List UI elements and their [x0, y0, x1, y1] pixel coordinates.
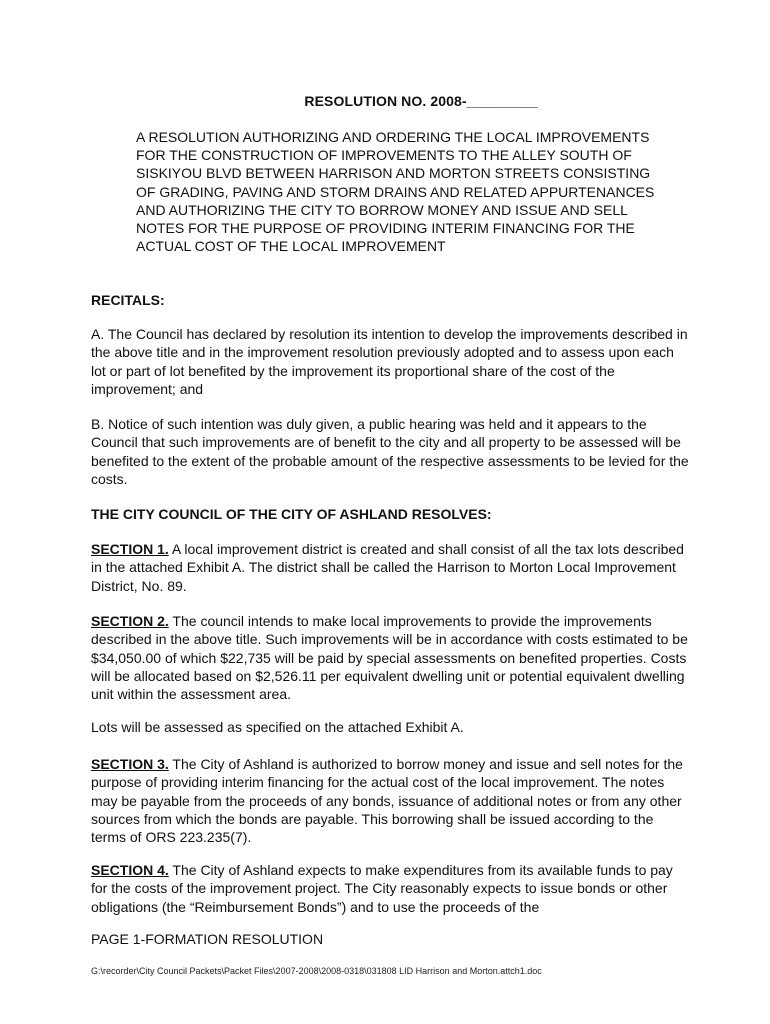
section-2-text: The council intends to make local improvements to provide the improvements described in the above title. Such improvements will be in accordance with costs estimated to be $34,050.00 of which $22,735 will be paid by special assessments on benefited properties. Costs will be allocated based on $2,526.11 per equivalent dwelling unit or potential equivalent dwelling unit within the assessment area. — [91, 613, 688, 703]
section-1-label: SECTION 1. — [91, 541, 169, 557]
recital-a: A. The Council has declared by resolution its intention to develop the improvements described in the above title and in the improvement resolution previously adopted and to assess upon each lot or part of lot benefited by the improvement its proportional share of the cost of the improvement; and — [91, 326, 688, 397]
section-1-text: A local improvement district is created and shall consist of all the tax lots described in the attached Exhibit A. The district shall be called the Harrison to Morton Local Improvement District, No. 89. — [91, 541, 684, 594]
section-3-text: The City of Ashland is authorized to borrow money and issue and sell notes for the purpose of providing interim financing for the actual cost of the local improvement. The notes may be payable from the proceeds of any bonds, issuance of additional notes or from any other sources from which the bonds are payable. This borrowing shall be issued according to the terms of ORS 223.235(7). — [91, 756, 683, 846]
file-path-footer: G:\recorder\City Council Packets\Packet Files\2007-2008\2008-0318\031808 LID Harrison and Morton.attch1.doc — [91, 966, 542, 976]
section-2-label: SECTION 2. — [91, 613, 169, 629]
resolves-heading: THE CITY COUNCIL OF THE CITY OF ASHLAND RESOLVES: — [91, 506, 492, 522]
section-4 — [91, 861, 691, 916]
section-3-label: SECTION 3. — [91, 756, 169, 772]
section-2 — [91, 612, 691, 703]
section-4-text: The City of Ashland expects to make expenditures from its available funds to pay for the costs of the improvement project. The City reasonably expects to issue bonds or other obligations (the “Reimbursement Bonds”) and to use the proceeds of the — [91, 862, 673, 915]
lots-note: Lots will be assessed as specified on the attached Exhibit A. — [91, 719, 464, 735]
section-3 — [91, 755, 691, 846]
recital-b: B. Notice of such intention was duly given, a public hearing was held and it appears to the Council that such improvements are of benefit to the city and all property to be assessed will be benefited to the extent of the probable amount of the respective assessments to be levied for the costs. — [91, 416, 689, 487]
page-footer: PAGE 1-FORMATION RESOLUTION — [91, 931, 324, 947]
recitals-heading: RECITALS: — [91, 292, 165, 308]
section-4-label: SECTION 4. — [91, 862, 169, 878]
section-1 — [91, 540, 691, 595]
resolution-subtitle: A RESOLUTION AUTHORIZING AND ORDERING THE LOCAL IMPROVEMENTS FOR THE CONSTRUCTION OF IMPROVEMENTS TO THE ALLEY SOUTH OF SISKIYOU BLVD BETWEEN HARRISON AND MORTON STREETS CONSISTING OF GRADING, PAVING AND STORM DRAINS AND RELATED APPURTENANCES AND AUTHORIZING THE CITY TO BORROW MONEY AND ISSUE AND SELL NOTES FOR THE PURPOSE OF PROVIDING INTERIM FINANCING FOR THE ACTUAL COST OF THE LOCAL IMPROVEMENT — [136, 129, 655, 255]
resolution-title: RESOLUTION NO. 2008-_________ — [304, 93, 538, 109]
